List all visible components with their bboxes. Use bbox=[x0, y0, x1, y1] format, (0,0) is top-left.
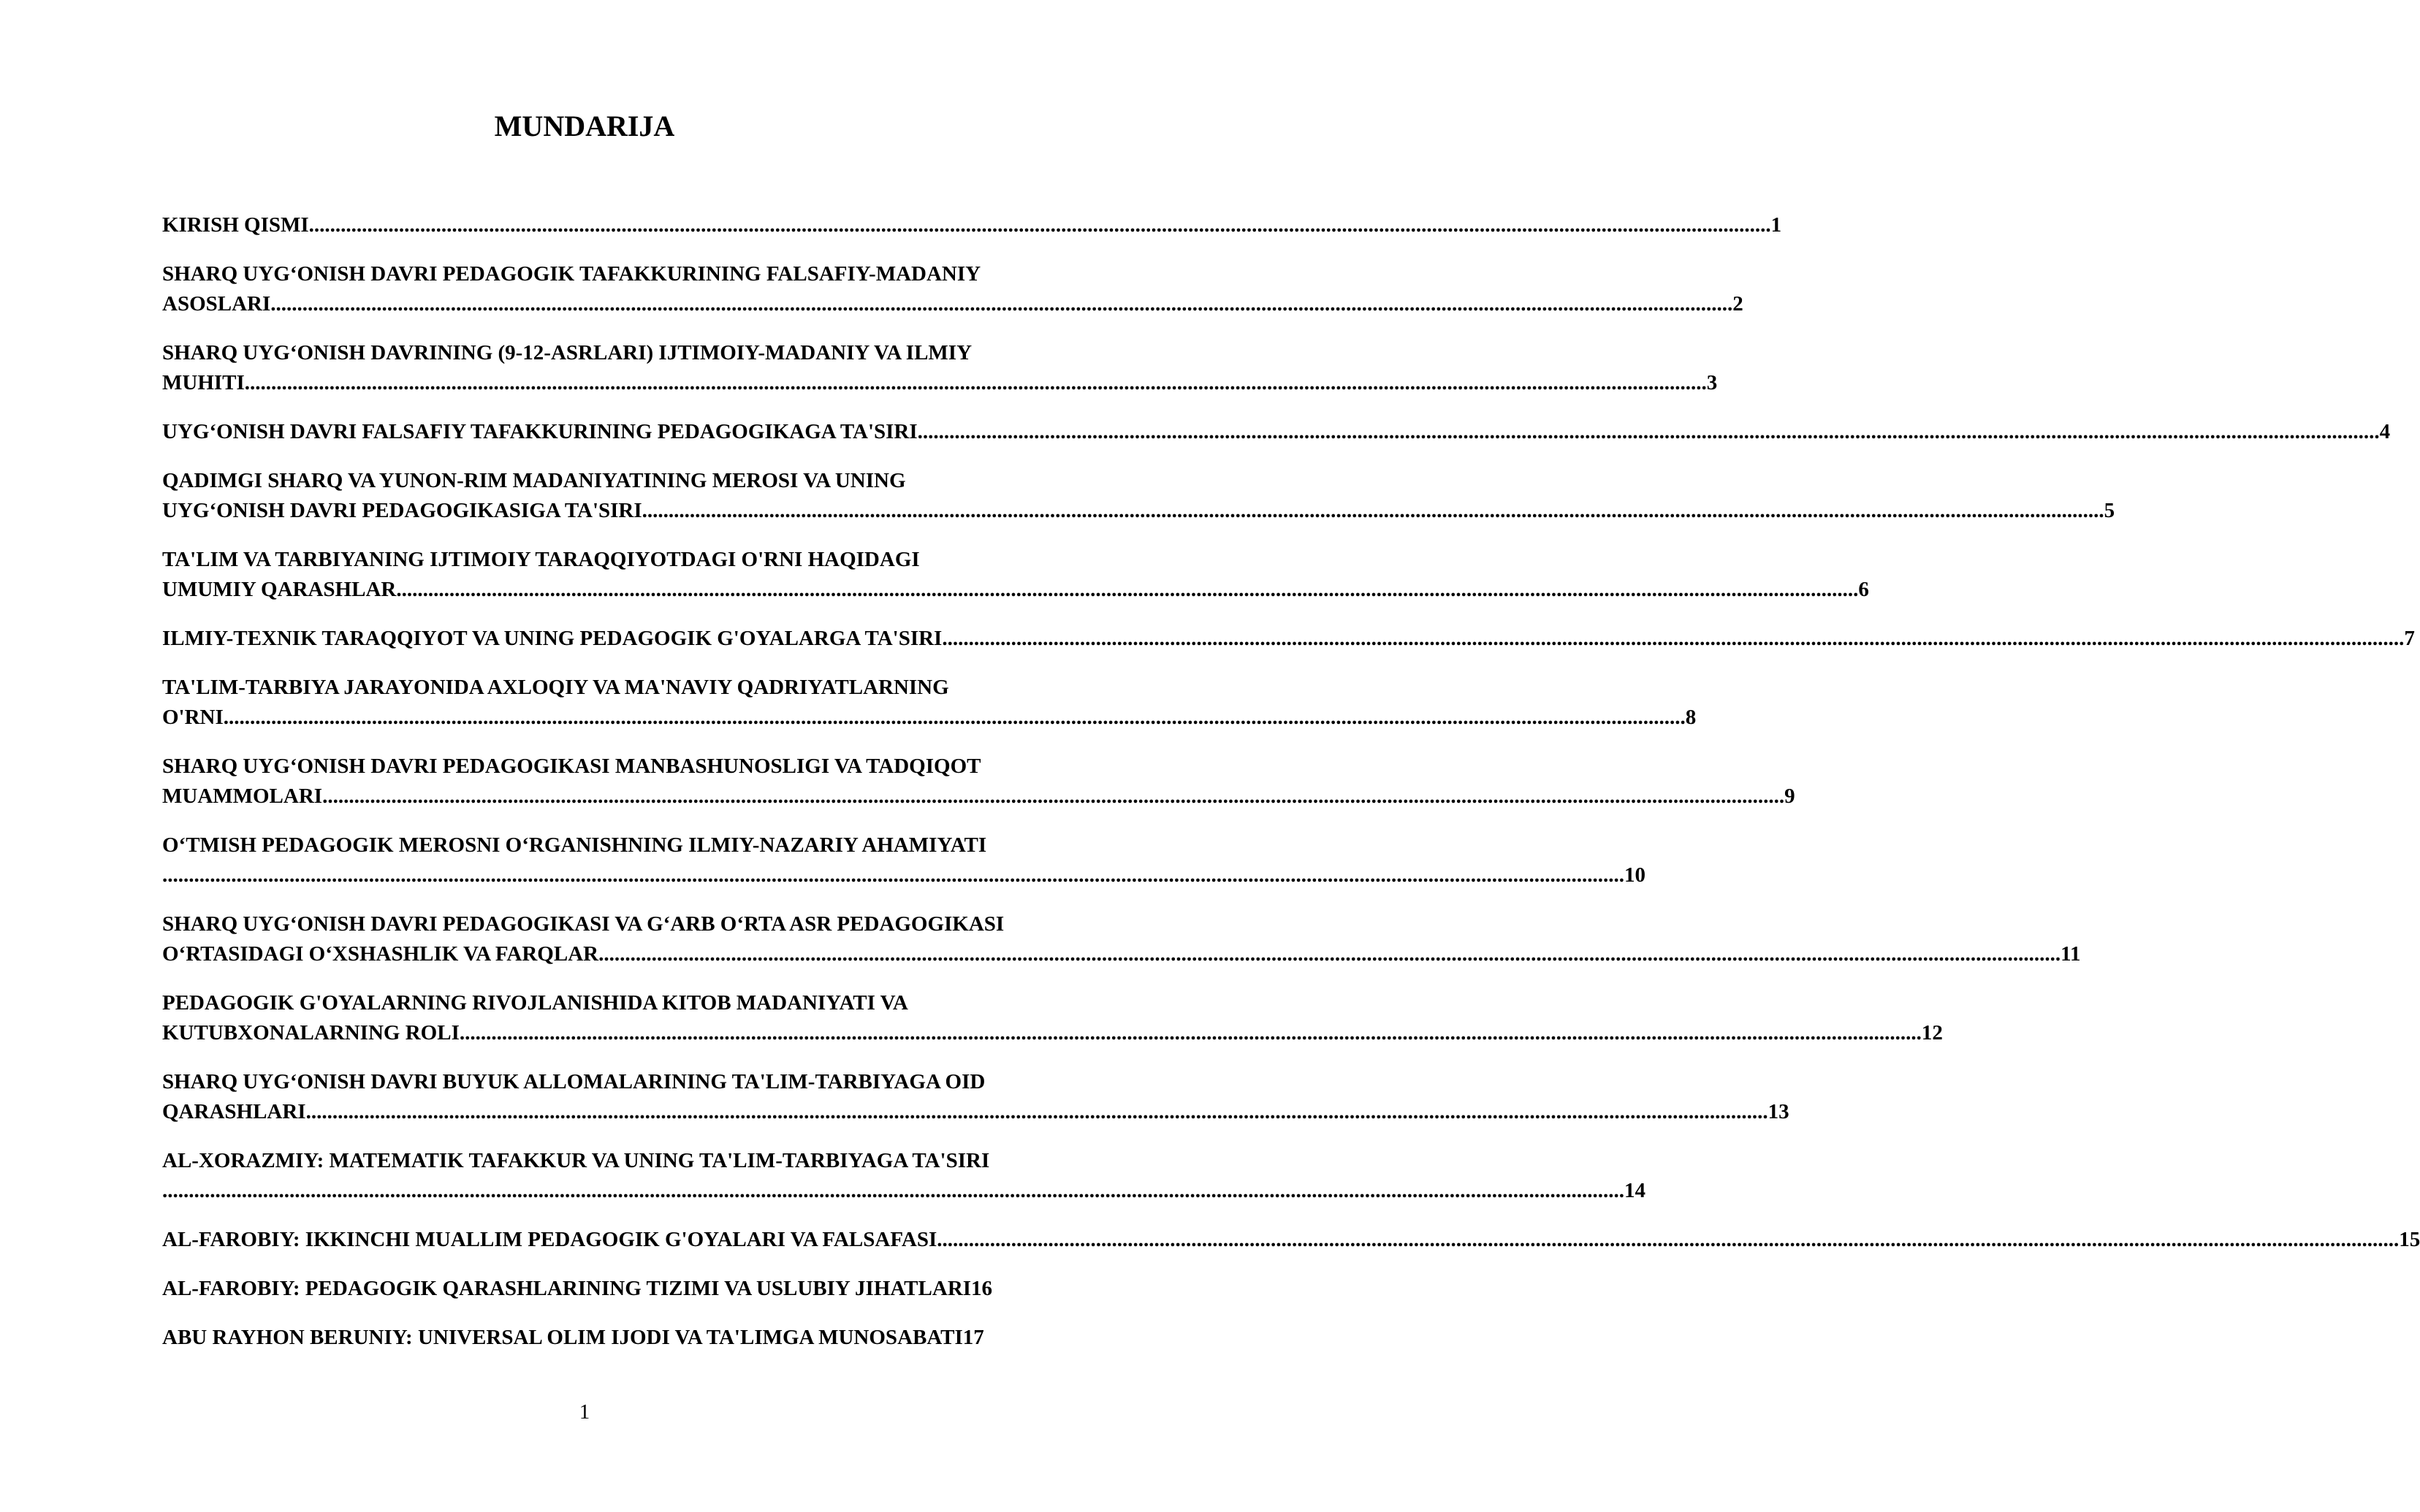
toc-entry[interactable] bbox=[162, 466, 2115, 526]
toc-leader-dots: .................................................................................................................................................................................................................................................................................... bbox=[937, 1228, 2400, 1251]
toc-entry-title: TA'LIM VA TARBIYANING IJTIMOIY TARAQQIYOTDAGI O'RNI HAQIDAGI bbox=[162, 548, 920, 571]
toc-entry-title: AL-XORAZMIY: MATEMATIK TAFAKKUR VA UNING TA'LIM-TARBIYAGA TA'SIRI bbox=[162, 1149, 990, 1172]
toc-leader-dots: .................................................................................................................................................................................................................................................................................... bbox=[162, 863, 1624, 887]
toc-entry-page: 9 bbox=[1784, 784, 1795, 808]
toc-entry-title: TA'LIM-TARBIYA JARAYONIDA AXLOQIY VA MA'NAVIY QADRIYATLARNING bbox=[162, 676, 949, 699]
toc-leader-dots: .................................................................................................................................................................................................................................................................................... bbox=[917, 420, 2380, 443]
toc-entry[interactable] bbox=[162, 210, 1782, 240]
toc-entry-page: 7 bbox=[2404, 627, 2415, 650]
toc-entry[interactable] bbox=[162, 1323, 1054, 1353]
toc-entry-page: 1 bbox=[1770, 213, 1782, 237]
toc-entry[interactable] bbox=[162, 1225, 2420, 1255]
page-title: MUNDARIJA bbox=[494, 110, 675, 142]
toc-entry[interactable] bbox=[162, 752, 1795, 812]
toc-entry-title: SHARQ UYG‘ONISH DAVRI PEDAGOGIK TAFAKKURINING FALSAFIY-MADANIY bbox=[162, 262, 981, 286]
toc-entry[interactable] bbox=[162, 417, 2391, 447]
toc-entry-title-continued: KUTUBXONALARNING ROLI bbox=[162, 1021, 460, 1045]
toc-entry-title: ABU RAYHON BERUNIY: UNIVERSAL OLIM IJODI VA TA'LIMGA MUNOSABATI bbox=[162, 1326, 963, 1349]
toc-entry-page: 3 bbox=[1706, 371, 1718, 394]
toc-leader-dots: .................................................................................................................................................................................................................................................................................... bbox=[162, 1179, 1624, 1202]
toc-entry-title-continued: MUAMMOLARI bbox=[162, 784, 323, 808]
toc-entry-title: UYG‘ONISH DAVRI FALSAFIY TAFAKKURINING PEDAGOGIKAGA TA'SIRI bbox=[162, 420, 918, 443]
toc-entry-page: 6 bbox=[1858, 578, 1869, 601]
toc-entry[interactable] bbox=[162, 831, 1645, 890]
toc-leader-dots: .................................................................................................................................................................................................................................................................................... bbox=[642, 499, 2104, 522]
toc-entry-page: 2 bbox=[1732, 292, 1743, 316]
toc-entry[interactable] bbox=[162, 1274, 1054, 1304]
toc-entry-page: 16 bbox=[971, 1277, 993, 1300]
table-of-contents bbox=[162, 210, 2420, 1372]
toc-entry-title-continued: QARASHLARI bbox=[162, 1100, 306, 1123]
toc-entry-title: QADIMGI SHARQ VA YUNON-RIM MADANIYATINING MEROSI VA UNING bbox=[162, 469, 906, 492]
toc-entry-title: AL-FAROBIY: PEDAGOGIK QARASHLARINING TIZIMI VA USLUBIY JIHATLARI bbox=[162, 1277, 972, 1300]
toc-entry[interactable] bbox=[162, 673, 1697, 733]
toc-entry-title: SHARQ UYG‘ONISH DAVRI PEDAGOGIKASI VA G‘ARB O‘RTA ASR PEDAGOGIKASI bbox=[162, 912, 1005, 936]
toc-entry-title-continued: UYG‘ONISH DAVRI PEDAGOGIKASIGA TA'SIRI bbox=[162, 499, 642, 522]
toc-entry-title-continued: MUHITI bbox=[162, 371, 245, 394]
toc-leader-dots: .................................................................................................................................................................................................................................................................................... bbox=[322, 784, 1785, 808]
toc-entry[interactable] bbox=[162, 338, 1718, 398]
toc-leader-dots: .................................................................................................................................................................................................................................................................................... bbox=[270, 292, 1733, 316]
toc-entry[interactable] bbox=[162, 259, 1743, 319]
toc-leader-dots: .................................................................................................................................................................................................................................................................................... bbox=[244, 371, 1707, 394]
toc-leader-dots: .................................................................................................................................................................................................................................................................................... bbox=[598, 942, 2061, 966]
toc-entry-title: O‘TMISH PEDAGOGIK MEROSNI O‘RGANISHNING ILMIY-NAZARIY AHAMIYATI bbox=[162, 833, 987, 857]
toc-entry[interactable] bbox=[162, 909, 2081, 969]
toc-entry-title: ILMIY-TEXNIK TARAQQIYOT VA UNING PEDAGOGIK G'OYALARGA TA'SIRI bbox=[162, 627, 943, 650]
toc-leader-dots: .................................................................................................................................................................................................................................................................................... bbox=[396, 578, 1859, 601]
toc-entry-page: 14 bbox=[1624, 1179, 1645, 1202]
toc-entry-title: KIRISH QISMI bbox=[162, 213, 309, 237]
toc-entry[interactable] bbox=[162, 1146, 1645, 1206]
toc-leader-dots: .................................................................................................................................................................................................................................................................................... bbox=[223, 706, 1686, 729]
toc-entry[interactable] bbox=[162, 988, 1943, 1048]
toc-entry-page: 12 bbox=[1921, 1021, 1943, 1045]
toc-entry[interactable] bbox=[162, 545, 1869, 605]
toc-leader-dots: .................................................................................................................................................................................................................................................................................... bbox=[942, 627, 2405, 650]
toc-entry-page: 17 bbox=[962, 1326, 984, 1349]
toc-leader-dots: .................................................................................................................................................................................................................................................................................... bbox=[308, 213, 1771, 237]
toc-entry-title: SHARQ UYG‘ONISH DAVRI PEDAGOGIKASI MANBASHUNOSLIGI VA TADQIQOT bbox=[162, 755, 981, 778]
page-number: 1 bbox=[579, 1400, 590, 1424]
toc-entry-title-continued: O‘RTASIDAGI O‘XSHASHLIK VA FARQLAR bbox=[162, 942, 599, 966]
toc-leader-dots: .................................................................................................................................................................................................................................................................................... bbox=[305, 1100, 1768, 1123]
toc-entry-page: 11 bbox=[2061, 942, 2081, 966]
toc-entry-page: 8 bbox=[1685, 706, 1697, 729]
toc-entry-title: SHARQ UYG‘ONISH DAVRINING (9-12-ASRLARI) IJTIMOIY-MADANIY VA ILMIY bbox=[162, 341, 973, 364]
toc-entry[interactable] bbox=[162, 1067, 1789, 1127]
toc-entry-page: 4 bbox=[2379, 420, 2391, 443]
toc-entry-page: 5 bbox=[2104, 499, 2115, 522]
toc-leader-dots: .................................................................................................................................................................................................................................................................................... bbox=[459, 1021, 1922, 1045]
toc-entry-title-continued: UMUMIY QARASHLAR bbox=[162, 578, 397, 601]
toc-entry-title-continued: ASOSLARI bbox=[162, 292, 271, 316]
toc-entry-page: 15 bbox=[2399, 1228, 2420, 1251]
toc-entry-title: PEDAGOGIK G'OYALARNING RIVOJLANISHIDA KITOB MADANIYATI VA bbox=[162, 991, 908, 1015]
toc-entry-page: 13 bbox=[1768, 1100, 1789, 1123]
toc-entry[interactable] bbox=[162, 624, 2415, 654]
toc-entry-title-continued: O'RNI bbox=[162, 706, 224, 729]
toc-entry-title: AL-FAROBIY: IKKINCHI MUALLIM PEDAGOGIK G'OYALARI VA FALSAFASI bbox=[162, 1228, 937, 1251]
toc-entry-title: SHARQ UYG‘ONISH DAVRI BUYUK ALLOMALARINING TA'LIM-TARBIYAGA OID bbox=[162, 1070, 986, 1093]
toc-entry-page: 10 bbox=[1624, 863, 1645, 887]
